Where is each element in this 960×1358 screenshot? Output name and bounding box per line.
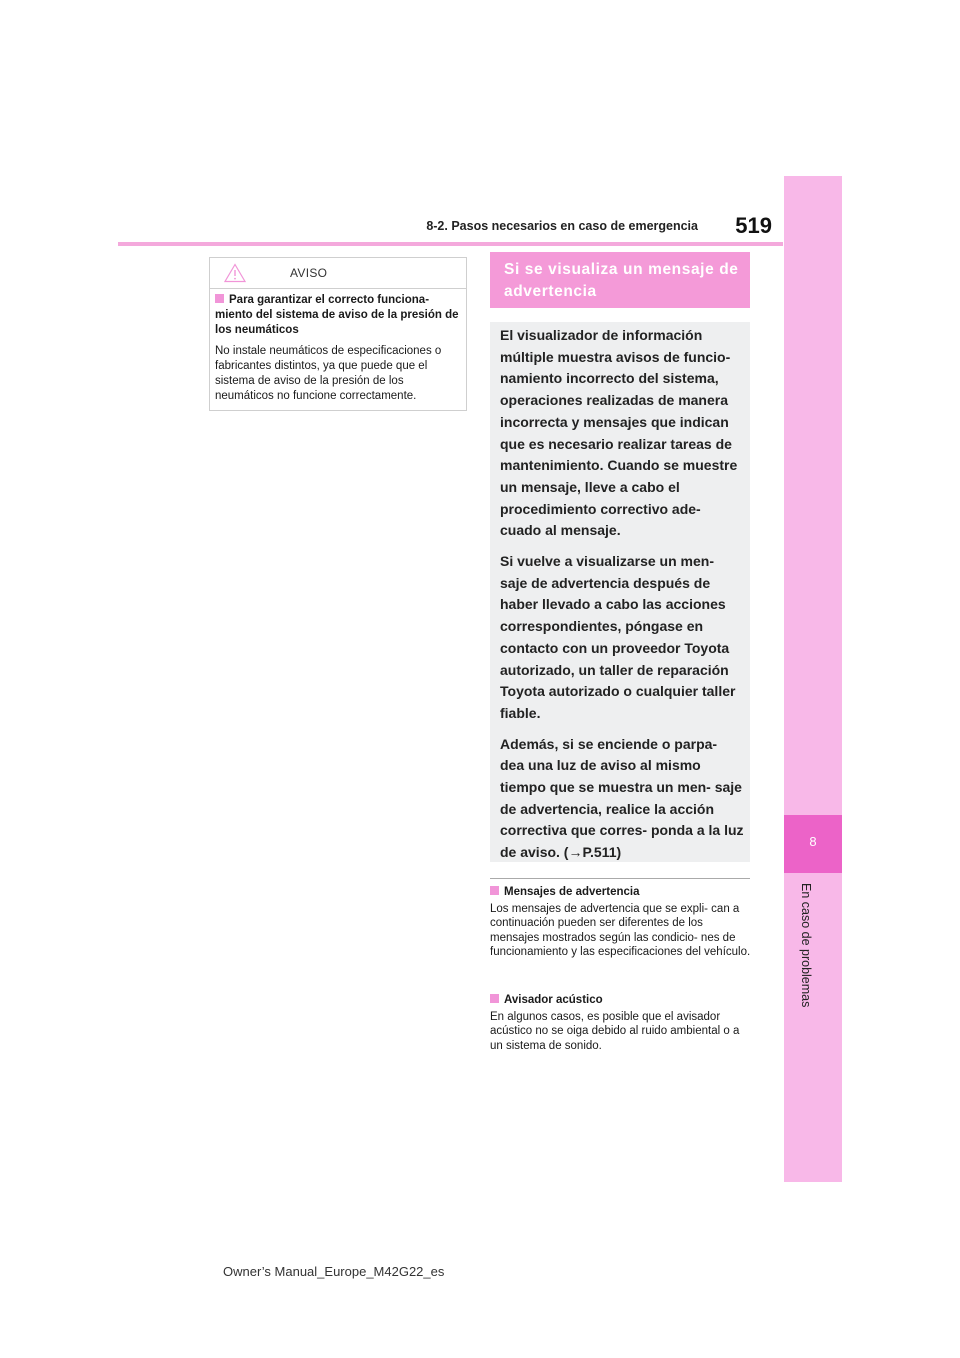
page-number: 519 [735,213,772,238]
chapter-number: 8 [809,834,817,849]
warning-box-title: AVISO [290,266,328,280]
note-acoustic-signal [490,993,752,1053]
note-title-text: Avisador acústico [504,994,603,1006]
summary-paragraph-2: Si vuelve a visualizarse un men- saje de advertencia después de haber llevado a cabo las acciones correspondientes, póngase en contacto con un proveedor Toyota autorizado, un taller de reparación Toyota autorizado o cualquier taller fiable. [500,553,736,721]
square-bullet-icon [490,994,499,1003]
section-banner [490,252,750,308]
note-title-text: Mensajes de advertencia [504,886,640,898]
chapter-label: En caso de problemas [799,883,813,1008]
note-warning-messages [490,885,752,960]
notes-divider [490,878,750,879]
note-title [490,885,752,900]
warning-body: No instale neumáticos de especificaciones o fabricantes distintos, ya que puede que el sistema de aviso de la presión de los neumáticos no funcione correctamente. [215,345,442,402]
warning-triangle-icon [224,263,246,283]
chapter-side-tab [784,176,842,1182]
warning-box [209,257,467,411]
note-body: Los mensajes de advertencia que se expli- can a continuación pueden ser diferentes de los mensajes mostrados según las condicio- nes de funcionamiento y las especificaciones del vehículo. [490,902,751,958]
summary-text [500,325,745,873]
warning-heading [215,293,461,338]
square-bullet-icon [490,886,499,895]
square-bullet-icon [215,294,224,303]
section-banner-title: Si se visualiza un mensaje de advertencia [504,261,739,300]
section-title: 8-2. Pasos necesarios en caso de emergencia [426,219,698,233]
warning-box-header [210,258,466,288]
summary-paragraph-1: El visualizador de información múltiple muestra avisos de funcio- namiento incorrecto del sistema, operaciones realizadas de manera incorrecta y mensajes que indican que es necesario realizar tareas de mantenimiento. Cuando se muestre un mensaje, lleve a cabo el procedimiento correctivo ade- cuado al mensaje. [500,327,738,539]
summary-paragraph-3: Además, si se enciende o parpa- dea una luz de aviso al mismo tiempo que se muestra un men- saje de advertencia, realice la acción correctiva que corres- ponda a la luz de aviso. (→P.511) [500,735,744,861]
warning-box-divider [210,288,466,289]
warning-heading-text: Para garantizar el correcto funciona- miento del sistema de aviso de la presión de los neumáticos [215,294,459,336]
header-divider [118,242,783,246]
footer-manual-id: Owner’s Manual_Europe_M42G22_es [223,1264,445,1279]
summary-box [490,322,750,862]
note-title [490,993,752,1008]
note-body: En algunos casos, es posible que el avisador acústico no se oiga debido al ruido ambiental o a un sistema de sonido. [490,1010,740,1052]
